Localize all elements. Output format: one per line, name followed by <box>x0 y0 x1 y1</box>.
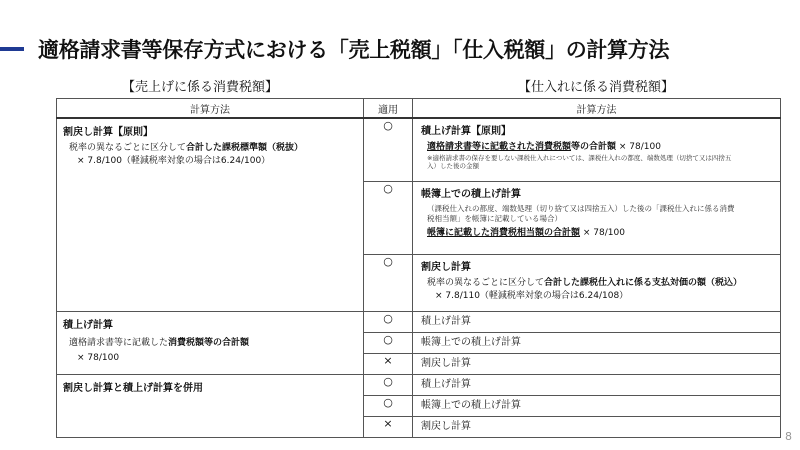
formula-emphasis: 等の合計額 <box>571 142 617 152</box>
title-accent-bar <box>0 47 24 51</box>
purchase-warimodoshi-title: 割戻し計算 <box>421 262 471 273</box>
purchase-tsumiage-cell <box>413 118 781 182</box>
header-applicable: 適用 <box>364 99 413 119</box>
purchase-tsumiage-note-1: ※適格請求書の保存を要しない課税仕入れについては、課税仕入れの都度、端数処理（切捨て又は四捨五 <box>427 154 732 162</box>
applicable-mark: ○ <box>364 375 413 396</box>
purchase-tsumiage-formula <box>421 141 772 154</box>
purchase-chobo-simple: 帳簿上での積上げ計算 <box>413 333 781 354</box>
not-applicable-mark: × <box>364 354 413 375</box>
sales-warimodoshi-cell <box>57 118 364 312</box>
calculation-method-table <box>56 98 781 438</box>
sales-heiyou-title: 割戻し計算と積上げ計算を併用 <box>63 383 203 394</box>
purchase-warimodoshi-simple: 割戻し計算 <box>413 354 781 375</box>
sales-warimodoshi-rate: × 7.8/100（軽減税率対象の場合は6.24/100） <box>77 156 271 166</box>
formula-text: × 78/100 <box>616 142 661 152</box>
header-purchase-method: 計算方法 <box>413 99 781 119</box>
formula-text: 適格請求書等に記載した <box>69 338 169 348</box>
sales-tsumiage-rate: × 78/100 <box>77 353 120 363</box>
sales-warimodoshi-formula <box>63 142 357 155</box>
purchase-chobo-desc-1: （課税仕入れの都度、端数処理（切り捨て又は四捨五入）した後の「課税仕入れに係る消費 <box>427 204 735 213</box>
purchase-tsumiage-simple: 積上げ計算 <box>413 375 781 396</box>
sales-tsumiage-formula <box>63 337 357 350</box>
applicable-mark: ○ <box>364 255 413 312</box>
purchase-chobo-cell <box>413 182 781 255</box>
applicable-mark: ○ <box>364 396 413 417</box>
purchase-tsumiage-note-2: 入）した後の金額 <box>427 162 479 170</box>
sales-heiyou-cell <box>57 375 364 438</box>
header-sales-method: 計算方法 <box>57 99 364 119</box>
purchase-warimodoshi-rate: × 7.8/110（軽減税率対象の場合は6.24/108） <box>435 291 629 301</box>
formula-text: × 78/100 <box>580 228 625 238</box>
purchase-tsumiage-simple: 積上げ計算 <box>413 312 781 333</box>
sales-section-heading: 【売上げに係る消費税額】 <box>122 80 279 95</box>
formula-emphasis: 帳簿に記載した消費税相当額の合計額 <box>427 228 581 238</box>
applicable-mark: ○ <box>364 118 413 182</box>
purchase-chobo-desc-2: 税相当額」を帳簿に記載している場合） <box>427 214 562 223</box>
formula-emphasis: 適格請求書等に記載された消費税額 <box>427 142 572 152</box>
formula-text: 税率の異なるごとに区分して <box>69 143 187 153</box>
purchase-warimodoshi-cell <box>413 255 781 312</box>
purchase-chobo-title: 帳簿上での積上げ計算 <box>421 189 521 200</box>
not-applicable-mark: × <box>364 417 413 438</box>
sales-tsumiage-title: 積上げ計算 <box>63 320 113 331</box>
formula-text: 税率の異なるごとに区分して <box>427 278 545 288</box>
table-row <box>57 375 781 396</box>
purchase-chobo-formula <box>421 227 772 240</box>
table-header-row <box>57 99 781 119</box>
sales-warimodoshi-title: 割戻し計算【原則】 <box>63 127 153 138</box>
purchase-chobo-simple: 帳簿上での積上げ計算 <box>413 396 781 417</box>
purchase-warimodoshi-formula <box>421 277 772 290</box>
page-number: 8 <box>785 430 792 443</box>
purchase-tsumiage-title: 積上げ計算【原則】 <box>421 126 511 137</box>
slide-title: 適格請求書等保存方式における「売上税額」「仕入税額」の計算方法 <box>38 38 670 62</box>
applicable-mark: ○ <box>364 333 413 354</box>
formula-emphasis: 合計した課税仕入れに係る支払対価の額（税込） <box>544 278 743 288</box>
purchase-warimodoshi-simple: 割戻し計算 <box>413 417 781 438</box>
formula-emphasis: 消費税額等の合計額 <box>168 338 250 348</box>
formula-emphasis: 合計した課税標準額（税抜） <box>186 143 304 153</box>
table-row <box>57 312 781 333</box>
applicable-mark: ○ <box>364 182 413 255</box>
table-row <box>57 118 781 182</box>
applicable-mark: ○ <box>364 312 413 333</box>
purchase-section-heading: 【仕入れに係る消費税額】 <box>518 80 675 95</box>
sales-tsumiage-cell <box>57 312 364 375</box>
